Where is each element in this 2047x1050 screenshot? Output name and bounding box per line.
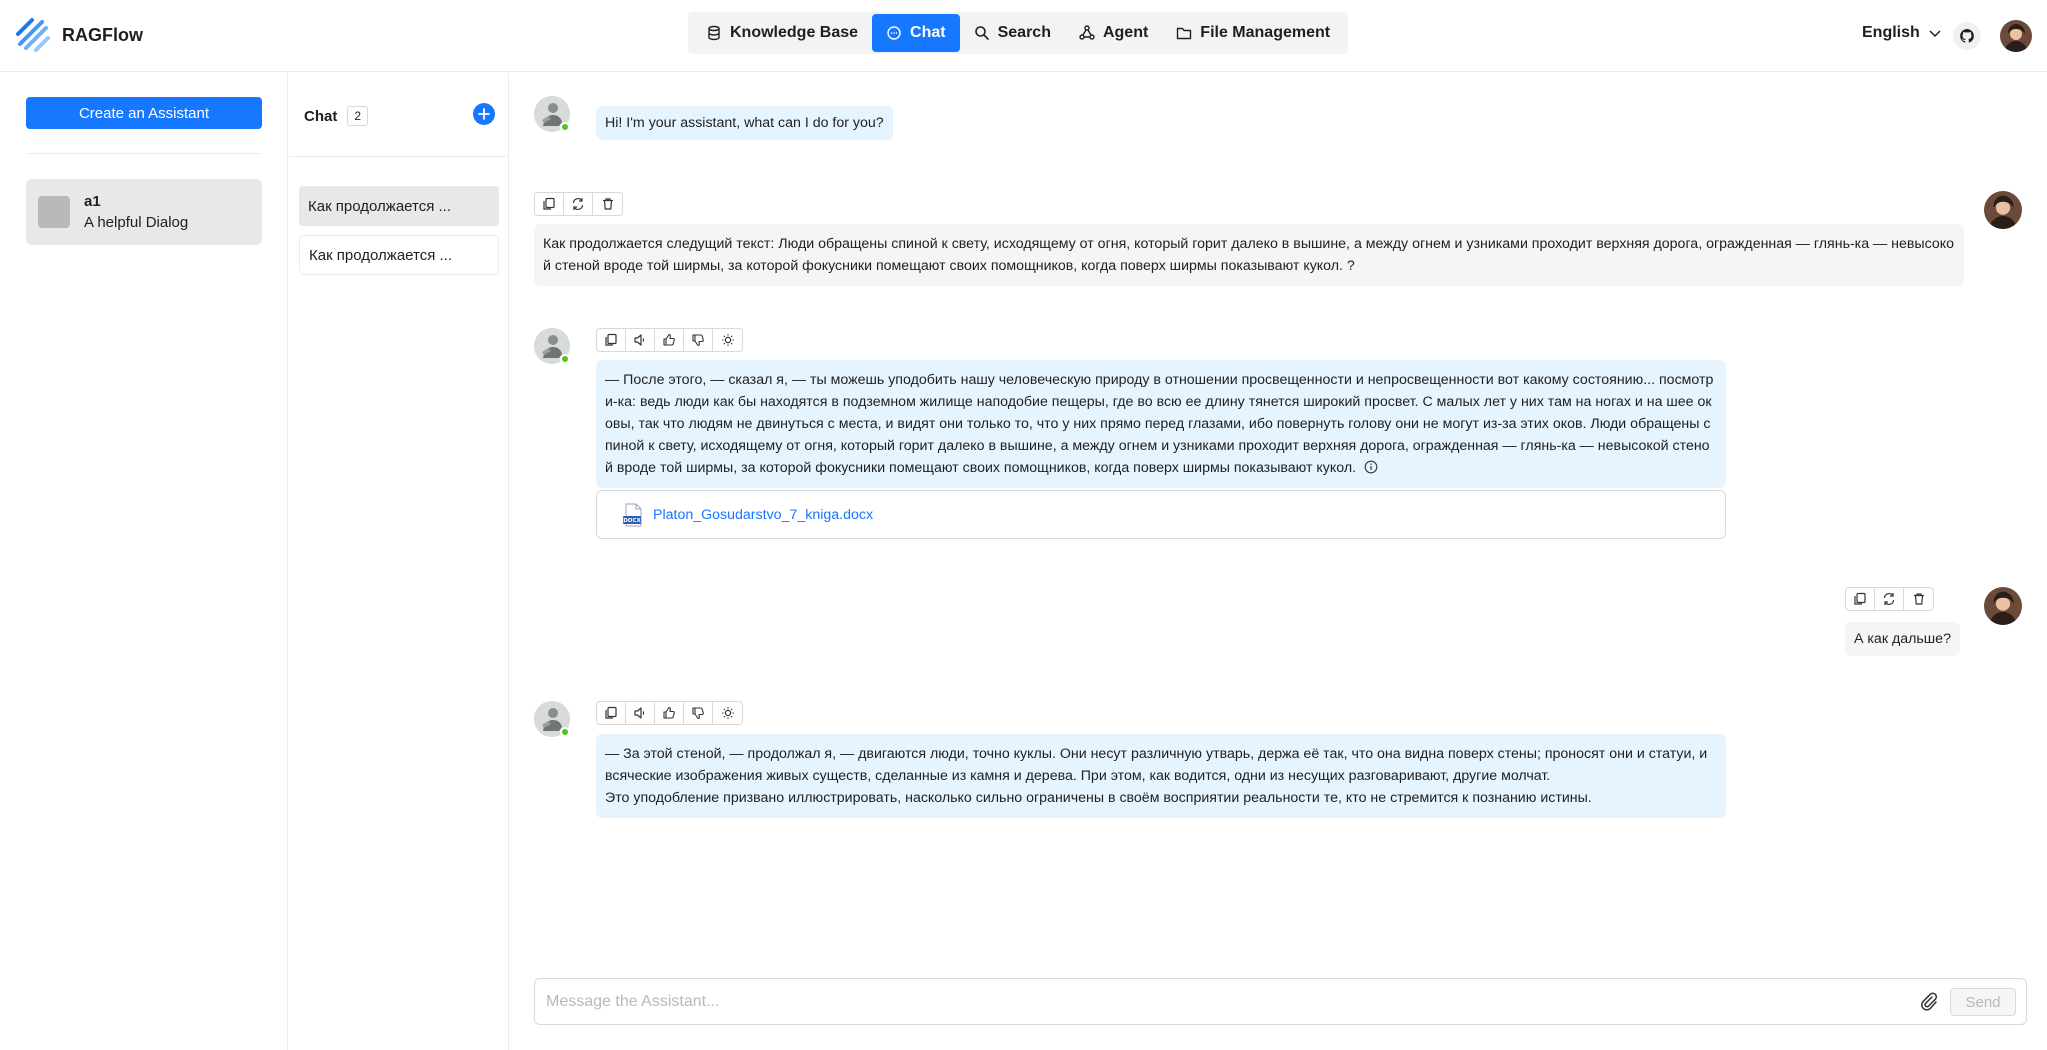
search-icon — [974, 25, 990, 41]
user-avatar — [1984, 587, 2022, 625]
refresh-icon — [1882, 592, 1896, 606]
nav-label: Agent — [1102, 24, 1149, 41]
user-photo-icon — [2000, 20, 2032, 52]
docx-file-icon — [621, 503, 645, 527]
lightbulb-icon — [721, 333, 735, 347]
assistant-name: a1 — [84, 193, 101, 210]
copy-button[interactable] — [597, 329, 626, 351]
create-assistant-button[interactable]: Create an Assistant — [26, 97, 262, 129]
like-button[interactable] — [655, 702, 684, 724]
thumbs-up-icon — [662, 333, 676, 347]
speaker-icon — [633, 333, 647, 347]
ragflow-logo-icon — [16, 18, 50, 52]
nav-label: File Management — [1200, 24, 1331, 41]
chat-list-panel — [289, 73, 509, 1050]
assistant-message — [596, 734, 1726, 818]
regenerate-button[interactable] — [1875, 588, 1904, 610]
thumbs-up-icon — [662, 706, 676, 720]
lightbulb-icon — [721, 706, 735, 720]
chat-title-label: Chat — [304, 107, 338, 125]
delete-button[interactable] — [1904, 588, 1933, 610]
assistant-message-text: — После этого, — сказал я, — ты можешь уподобить нашу человеческую природу в отношении просвещенности и непросвещенности вот какому состоянию... посмотри-ка: ведь люди как бы находятся в подземном жилище наподобие пещеры, где во всю ее длину тянется широкий просвет. С малых лет у них там на ногах и на шее оковы, так что людям не двинуться с места, и видят они только то, что у них прямо перед глазами, ибо повернуть голову они не могут из-за этих оков. Люди обращены спиной к свету, исходящему от огня, который горит далеко в вышине, а между огнем и узниками проходит верхняя дорога, огражденная — глянь-ка — невысокой стеной вроде той ширмы, за которой фокусники помещают своих помощников, когда поверх ширмы показывают кукол. — [605, 372, 1714, 476]
assistant-sidebar — [0, 73, 288, 1050]
chat-list-item[interactable]: Как продолжается ... — [299, 235, 499, 275]
info-icon[interactable] — [1364, 460, 1378, 474]
user-message: Как продолжается следущий текст: Люди обращены спиной к свету, исходящему от огня, который горит далеко в вышине, а между огнем и узниками проходит верхняя дорога, огражденная — глянь-ка — невысокой стеной вроде той ширмы, за которой фокусники помещают своих помощников, когда поверх ширмы показывают кукол. ? — [534, 224, 1964, 286]
user-avatar — [1984, 191, 2022, 229]
online-status-dot — [560, 122, 570, 132]
app-logo[interactable] — [16, 18, 143, 52]
message-toolbar — [596, 701, 743, 725]
thumbs-down-icon — [691, 706, 705, 720]
language-selector[interactable] — [1862, 24, 1942, 42]
message-composer — [534, 978, 2027, 1025]
user-photo-icon — [1984, 587, 2022, 625]
copy-button[interactable] — [1846, 588, 1875, 610]
nav-label: Chat — [910, 24, 946, 41]
paperclip-icon[interactable] — [1919, 991, 1939, 1013]
assistant-avatar — [534, 96, 570, 132]
top-header — [0, 0, 2047, 72]
chat-count-badge: 2 — [347, 106, 368, 126]
github-icon — [1959, 28, 1975, 44]
message-toolbar — [534, 192, 623, 216]
chat-list-item[interactable]: Как продолжается ... — [299, 186, 499, 226]
dislike-button[interactable] — [684, 702, 713, 724]
user-photo-icon — [1984, 191, 2022, 229]
new-chat-button[interactable] — [473, 103, 495, 125]
regenerate-button[interactable] — [564, 193, 593, 215]
chat-list-title — [304, 106, 368, 126]
chat-list-header — [289, 73, 509, 157]
chevron-down-icon — [1928, 26, 1942, 40]
assistant-message-line: Это уподобление призвано иллюстрировать, насколько сильно ограничены в своём восприятии реальности те, кто не стремится к познанию истины. — [605, 790, 1592, 806]
nav-label: Search — [997, 24, 1051, 41]
nav-knowledge-base[interactable] — [692, 14, 872, 52]
prompt-button[interactable] — [713, 329, 742, 351]
docx-badge-text: DOCX — [623, 517, 641, 524]
copy-button[interactable] — [535, 193, 564, 215]
language-label: English — [1862, 24, 1920, 41]
copy-icon — [604, 706, 618, 720]
app-name: RAGFlow — [62, 24, 143, 45]
assistant-avatar — [534, 328, 570, 364]
chat-icon — [886, 25, 902, 41]
agent-icon — [1079, 25, 1095, 41]
speaker-icon — [633, 706, 647, 720]
plus-icon — [478, 108, 490, 120]
divider — [26, 153, 262, 154]
dislike-button[interactable] — [684, 329, 713, 351]
read-aloud-button[interactable] — [626, 702, 655, 724]
reference-document-card[interactable] — [596, 490, 1726, 539]
user-avatar[interactable] — [2000, 20, 2032, 52]
thumbs-down-icon — [691, 333, 705, 347]
nav-label: Knowledge Base — [730, 24, 859, 41]
refresh-icon — [571, 197, 585, 211]
assistant-message-line: — За этой стеной, — продолжал я, — двигаются люди, точно куклы. Они несут различную утварь, держа её так, что она видна поверх стены; проносят они и статуи, и всяческие изображения живых существ, сделанные из камня и дерева. При этом, как водится, одни из несущих разговаривают, другие молчат. — [605, 746, 1708, 784]
nav-agent[interactable] — [1065, 14, 1162, 52]
nav-chat[interactable] — [872, 14, 960, 52]
trash-icon — [601, 197, 615, 211]
copy-button[interactable] — [597, 702, 626, 724]
nav-file-management[interactable] — [1162, 14, 1344, 52]
folder-icon — [1176, 25, 1192, 41]
database-icon — [706, 25, 722, 41]
main-nav — [688, 12, 1348, 54]
delete-button[interactable] — [593, 193, 622, 215]
reference-document-link[interactable]: Platon_Gosudarstvo_7_kniga.docx — [653, 506, 874, 523]
assistant-message — [596, 360, 1726, 488]
copy-icon — [1853, 592, 1867, 606]
online-status-dot — [560, 727, 570, 737]
prompt-button[interactable] — [713, 702, 742, 724]
assistant-card[interactable] — [26, 179, 262, 245]
nav-search[interactable] — [960, 14, 1065, 52]
trash-icon — [1912, 592, 1926, 606]
message-toolbar — [1845, 587, 1934, 611]
copy-icon — [542, 197, 556, 211]
message-toolbar — [596, 328, 743, 352]
copy-icon — [604, 333, 618, 347]
assistant-avatar — [534, 701, 570, 737]
message-input[interactable] — [546, 989, 1926, 1015]
send-button[interactable]: Send — [1950, 988, 2016, 1016]
online-status-dot — [560, 354, 570, 364]
assistant-avatar — [38, 196, 70, 228]
like-button[interactable] — [655, 329, 684, 351]
read-aloud-button[interactable] — [626, 329, 655, 351]
assistant-greeting-message: Hi! I'm your assistant, what can I do for you? — [596, 106, 893, 140]
assistant-description: A helpful Dialog — [84, 214, 189, 231]
user-message: А как дальше? — [1845, 622, 1960, 656]
github-link[interactable] — [1953, 22, 1981, 50]
